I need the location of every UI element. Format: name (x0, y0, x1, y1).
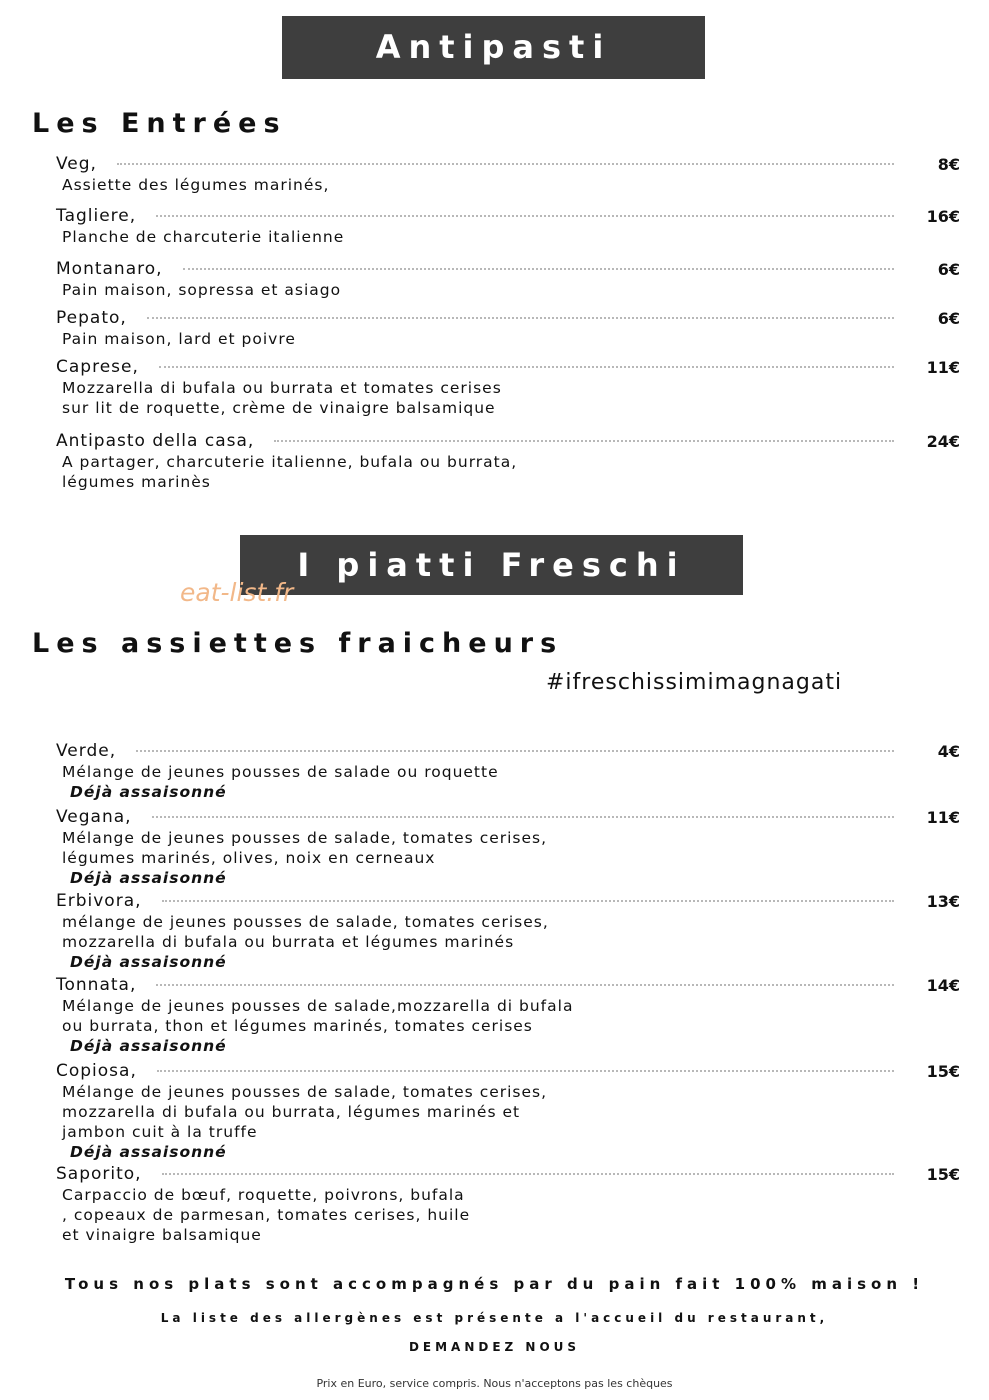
menu-item-description: ou burrata, thon et légumes marinés, tomates cerises (62, 1017, 533, 1035)
menu-item-description: Carpaccio de bœuf, roquette, poivrons, bufala (62, 1186, 465, 1204)
menu-item (56, 153, 960, 195)
menu-item-description: Mélange de jeunes pousses de salade,mozzarella di bufala (62, 997, 574, 1015)
menu-item-name: Tonnata, (56, 975, 137, 995)
dotted-leader (162, 900, 894, 902)
entrees-section-title: Les Entrées (32, 108, 287, 139)
menu-item (56, 974, 960, 1056)
menu-item-description: Mélange de jeunes pousses de salade, tomates cerises, (62, 829, 548, 847)
seasoning-note: Déjà assaisonné (70, 869, 227, 887)
menu-item-price: 6€ (937, 259, 960, 279)
watermark: eat-list.fr (180, 578, 294, 607)
menu-item-header (56, 890, 960, 912)
menu-item-name: Erbivora, (56, 891, 142, 911)
dotted-leader (183, 268, 894, 270)
menu-item-header (56, 356, 960, 378)
dotted-leader (159, 366, 894, 368)
seasoning-note: Déjà assaisonné (70, 1143, 227, 1161)
hashtag: #ifreschissimimagnagati (546, 670, 843, 695)
menu-item-name: Vegana, (56, 807, 132, 827)
menu-item-name: Montanaro, (56, 259, 163, 279)
menu-item-description: Mélange de jeunes pousses de salade, tomates cerises, (62, 1083, 548, 1101)
dotted-leader (274, 440, 894, 442)
menu-item-header (56, 974, 960, 996)
menu-item-price: 16€ (926, 206, 960, 226)
dotted-leader (117, 163, 894, 165)
menu-item (56, 258, 960, 300)
legal-note: Prix en Euro, service compris. Nous n'acceptons pas les chèques (316, 1377, 673, 1390)
menu-item-description: sur lit de roquette, crème de vinaigre balsamique (62, 399, 496, 417)
seasoning-note: Déjà assaisonné (70, 783, 227, 801)
menu-item-header (56, 806, 960, 828)
menu-item-description: Mozzarella di bufala ou burrata et tomates cerises (62, 379, 502, 397)
dotted-leader (136, 750, 894, 752)
dotted-leader (152, 816, 894, 818)
menu-item-description: A partager, charcuterie italienne, bufala ou burrata, (62, 453, 518, 471)
menu-item-name: Antipasto della casa, (56, 431, 255, 451)
menu-item-price: 15€ (926, 1164, 960, 1184)
menu-item-description: , copeaux de parmesan, tomates cerises, huile (62, 1206, 471, 1224)
bread-note: Tous nos plats sont accompagnés par du pain fait 100% maison ! (64, 1275, 925, 1293)
menu-item-price: 13€ (926, 891, 960, 911)
menu-item-name: Veg, (56, 154, 97, 174)
menu-item-header (56, 258, 960, 280)
fraicheurs-section-title: Les assiettes fraicheurs (32, 628, 564, 659)
menu-item-description: Planche de charcuterie italienne (62, 228, 345, 246)
menu-item (56, 890, 960, 972)
dotted-leader (147, 317, 894, 319)
menu-item-price: 4€ (937, 741, 960, 761)
menu-item-price: 8€ (937, 154, 960, 174)
antipasti-banner: Antipasti (282, 16, 705, 79)
menu-item-description: légumes marinès (62, 473, 211, 491)
dotted-leader (157, 1070, 894, 1072)
menu-item-header (56, 1163, 960, 1185)
menu-item-price: 14€ (926, 975, 960, 995)
menu-item (56, 1060, 960, 1162)
menu-item-description: jambon cuit à la truffe (62, 1123, 258, 1141)
menu-item-name: Verde, (56, 741, 117, 761)
menu-item-name: Copiosa, (56, 1061, 137, 1081)
menu-item-price: 11€ (926, 357, 960, 377)
seasoning-note: Déjà assaisonné (70, 1037, 227, 1055)
menu-item-price: 24€ (926, 431, 960, 451)
menu-item (56, 205, 960, 247)
menu-item-price: 15€ (926, 1061, 960, 1081)
menu-item-name: Caprese, (56, 357, 139, 377)
menu-item-header (56, 307, 960, 329)
menu-item-name: Tagliere, (56, 206, 137, 226)
menu-item-header (56, 1060, 960, 1082)
menu-item-price: 11€ (926, 807, 960, 827)
menu-item-header (56, 740, 960, 762)
menu-item-description: légumes marinés, olives, noix en cerneaux (62, 849, 436, 867)
menu-item (56, 356, 960, 418)
menu-item-price: 6€ (937, 308, 960, 328)
menu-item (56, 307, 960, 349)
menu-item-header (56, 430, 960, 452)
menu-item-description: Pain maison, lard et poivre (62, 330, 296, 348)
menu-item (56, 430, 960, 492)
seasoning-note: Déjà assaisonné (70, 953, 227, 971)
menu-item-description: et vinaigre balsamique (62, 1226, 262, 1244)
piatti-freschi-banner: I piatti Freschi (240, 535, 743, 595)
ask-us-note: DEMANDEZ NOUS (408, 1340, 581, 1354)
allergens-note: La liste des allergènes est présente a l'accueil du restaurant, (160, 1311, 829, 1325)
dotted-leader (156, 984, 894, 986)
menu-item-description: Mélange de jeunes pousses de salade ou roquette (62, 763, 499, 781)
menu-item-description: Assiette des légumes marinés, (62, 176, 330, 194)
menu-item (56, 1163, 960, 1245)
menu-item-header (56, 205, 960, 227)
dotted-leader (156, 215, 894, 217)
menu-item (56, 806, 960, 888)
menu-item-description: mélange de jeunes pousses de salade, tomates cerises, (62, 913, 549, 931)
dotted-leader (162, 1173, 894, 1175)
menu-item (56, 740, 960, 802)
menu-item-description: mozzarella di bufala ou burrata et légumes marinés (62, 933, 515, 951)
menu-item-description: Pain maison, sopressa et asiago (62, 281, 342, 299)
menu-item-name: Pepato, (56, 308, 127, 328)
menu-item-name: Saporito, (56, 1164, 142, 1184)
menu-item-header (56, 153, 960, 175)
menu-item-description: mozzarella di bufala ou burrata, légumes marinés et (62, 1103, 521, 1121)
